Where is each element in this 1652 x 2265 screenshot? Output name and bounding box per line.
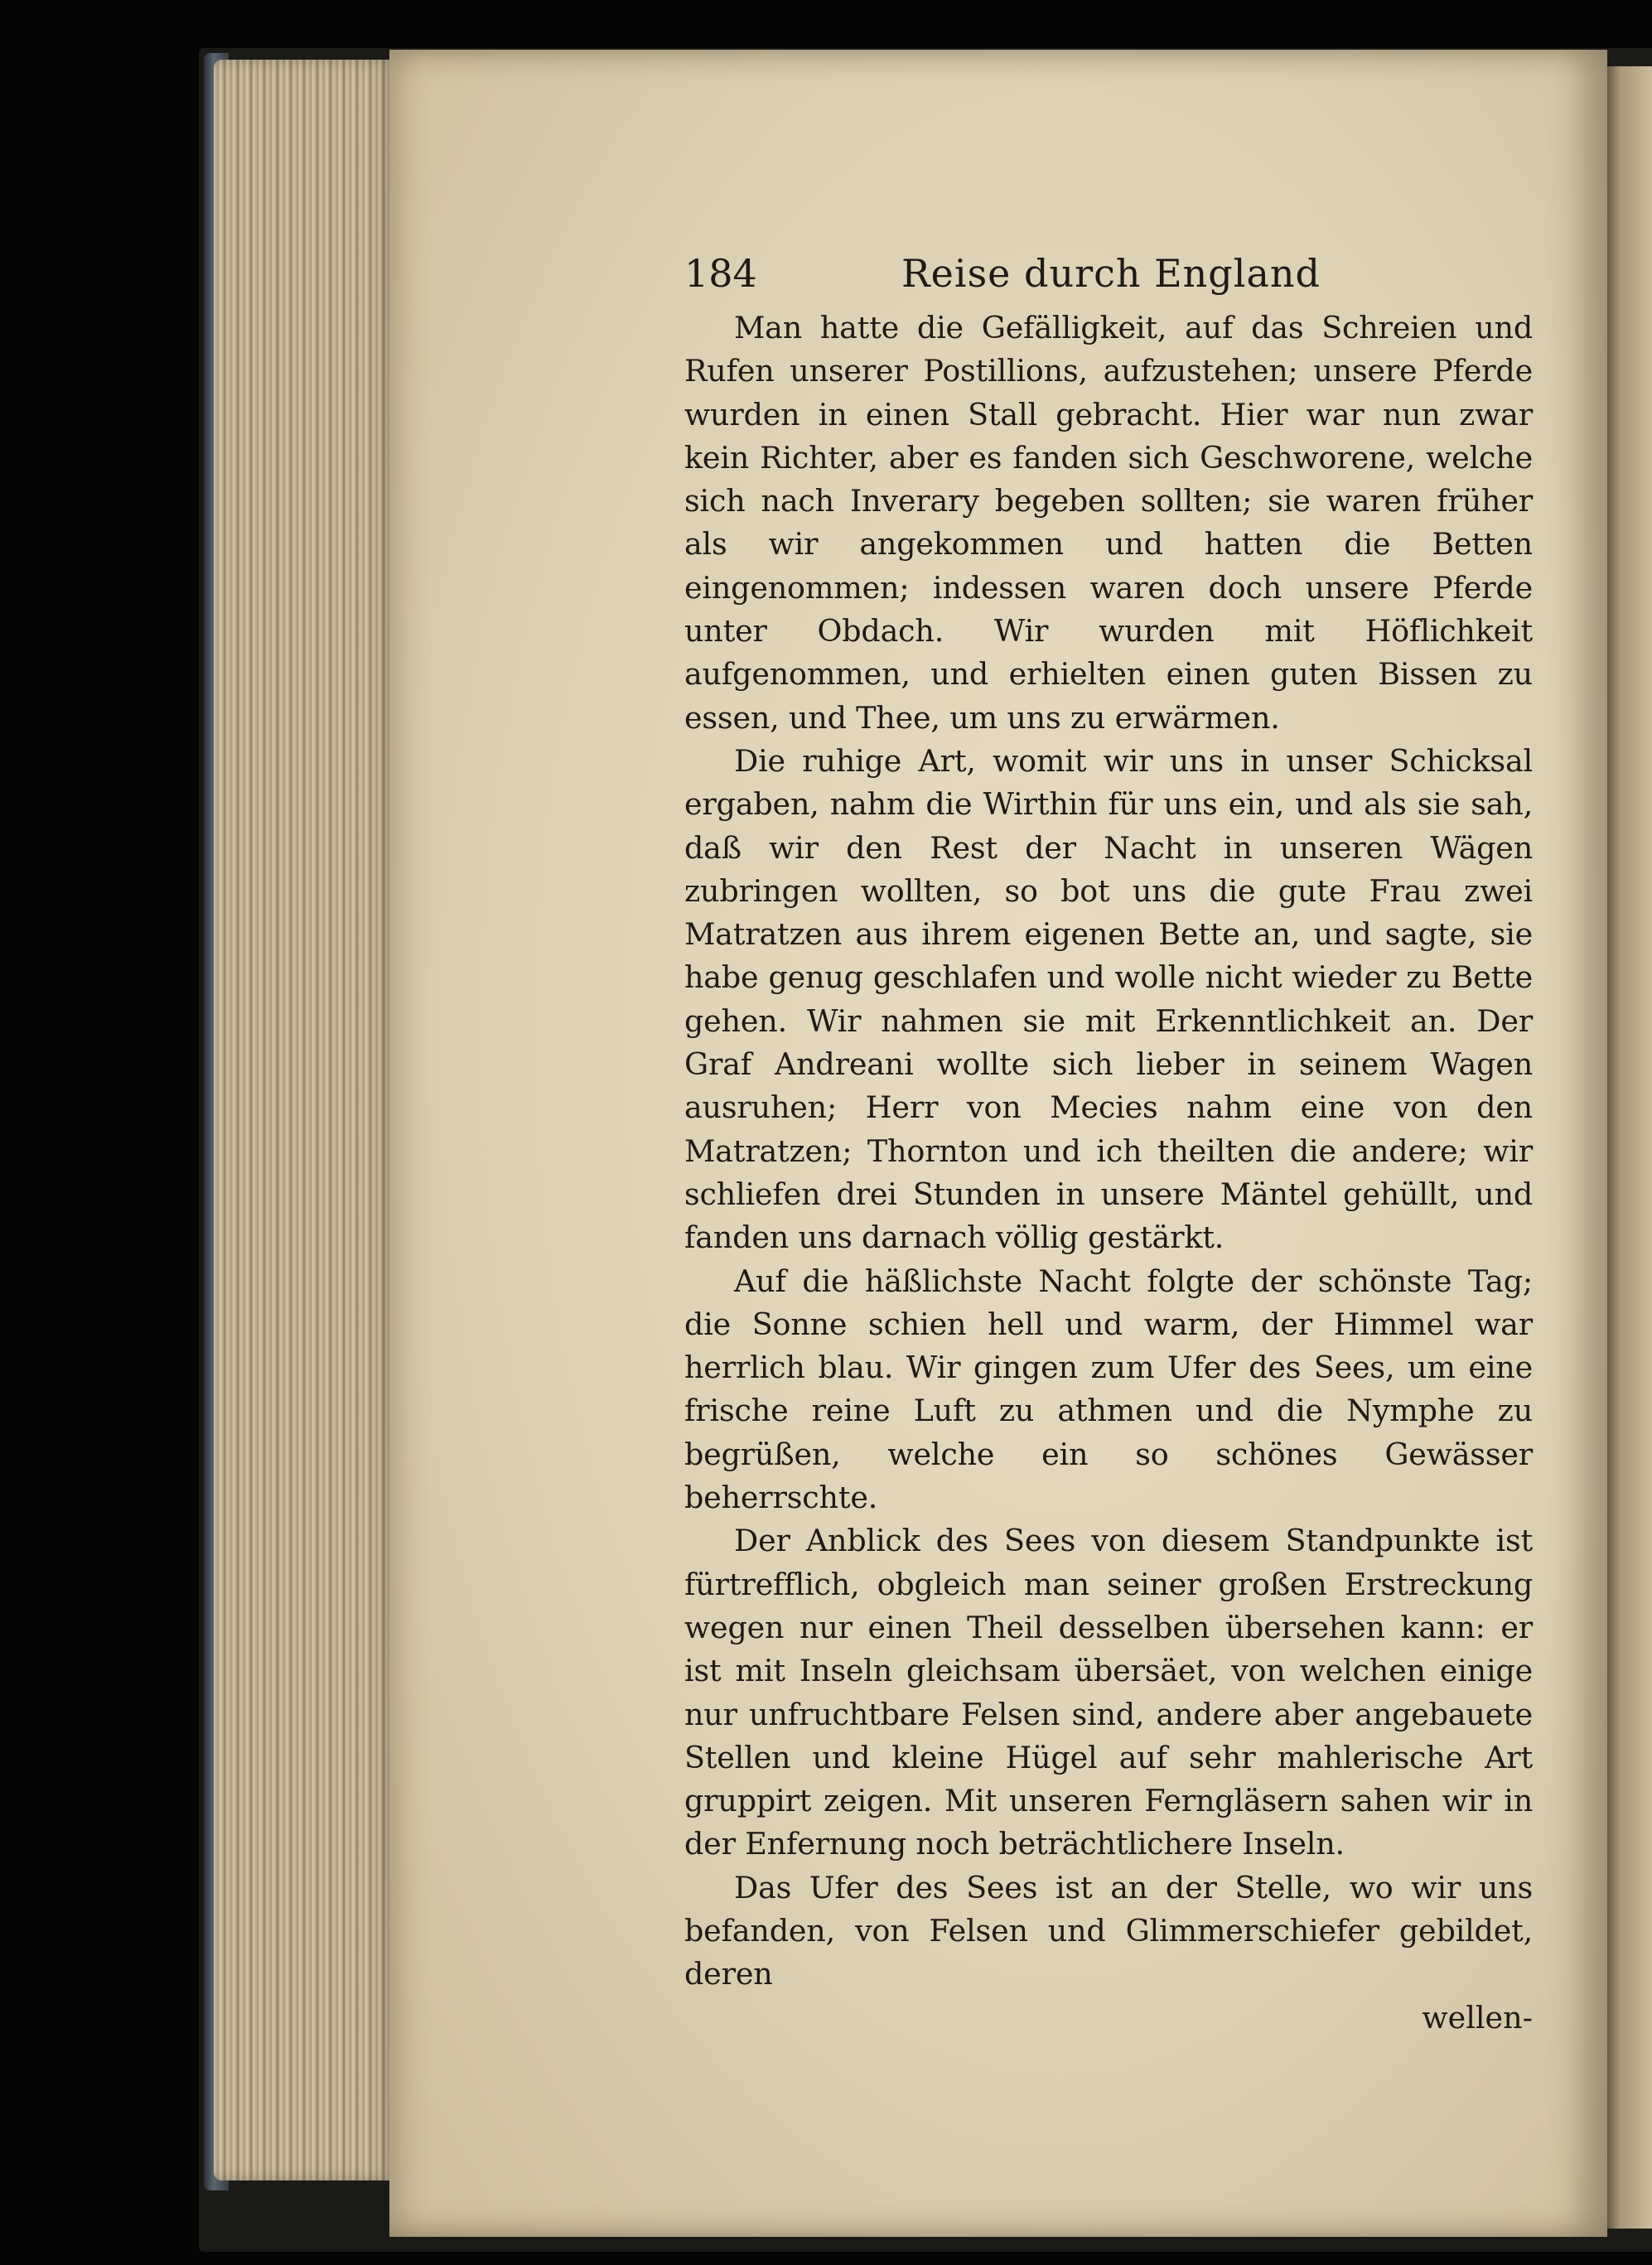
paragraph-5: Das Ufer des Sees ist an der Stelle, wo wir uns befanden, von Felsen und Glimmerschiefer gebildet, deren	[684, 1869, 1533, 1992]
page-number: 184	[684, 251, 757, 296]
paragraph-1: Man hatte die Gefälligkeit, auf das Schreien und Rufen unserer Postillions, aufzustehen; unsere Pferde wurden in einen Stall gebracht. Hier war nun zwar kein Richter, aber es fanden sich Geschworene, welche sich nach Inverary begeben sollten; sie waren früher als wir angekommen und hatten die Betten eingenommen; indessen waren doch unsere Pferde unter Obdach. Wir wurden mit Höflichkeit aufgenommen, und erhielten einen guten Bissen zu essen, und Thee, um uns zu erwärmen.	[684, 310, 1533, 736]
page-edge-stack	[214, 60, 396, 2180]
paragraph-2: Die ruhige Art, womit wir uns in unser Schicksal ergaben, nahm die Wirthin für uns ein, und als sie sah, daß wir den Rest der Nacht in unseren Wägen zubringen wollten, so bot uns die gute Frau zwei Matratzen aus ihrem eigenen Bette an, und sagte, sie habe genug geschlafen und wolle nicht wieder zu Bette gehen. Wir nahmen sie mit Erkenntlichkeit an. Der Graf Andreani wollte sich lieber in seinem Wagen ausruhen; Herr von Mecies nahm eine von den Matratzen; Thornton und ich theilten die andere; wir schliefen drei Stunden in unsere Mäntel gehüllt, und fanden uns darnach völlig gestärkt.	[684, 742, 1533, 1256]
paragraph-3: Auf die häßlichste Nacht folgte der schönste Tag; die Sonne schien hell und warm, der Himmel war herrlich blau. Wir gingen zum Ufer des Sees, um eine frische reine Luft zu athmen und die Nymphe zu begrüßen, welche ein so schönes Gewässer beherrschte.	[684, 1263, 1533, 1516]
catchword: wellen-	[1422, 1999, 1533, 2036]
paragraph-4: Der Anblick des Sees von diesem Standpunkte ist fürtrefflich, obgleich man seiner großen Erstreckung wegen nur einen Theil desselben übersehen kann: er ist mit Inseln gleichsam übersäet, von welchen einige nur unfruchtbare Felsen sind, andere aber angebauete Stellen und kleine Hügel auf sehr mahlerische Art gruppirt zeigen. Mit unseren Ferngläsern sahen wir in der Enfernung noch beträchtlichere Inseln.	[684, 1523, 1533, 1862]
page-header	[684, 240, 1533, 307]
running-title: Reise durch England	[901, 251, 1321, 296]
page-text-block	[684, 240, 1533, 2040]
